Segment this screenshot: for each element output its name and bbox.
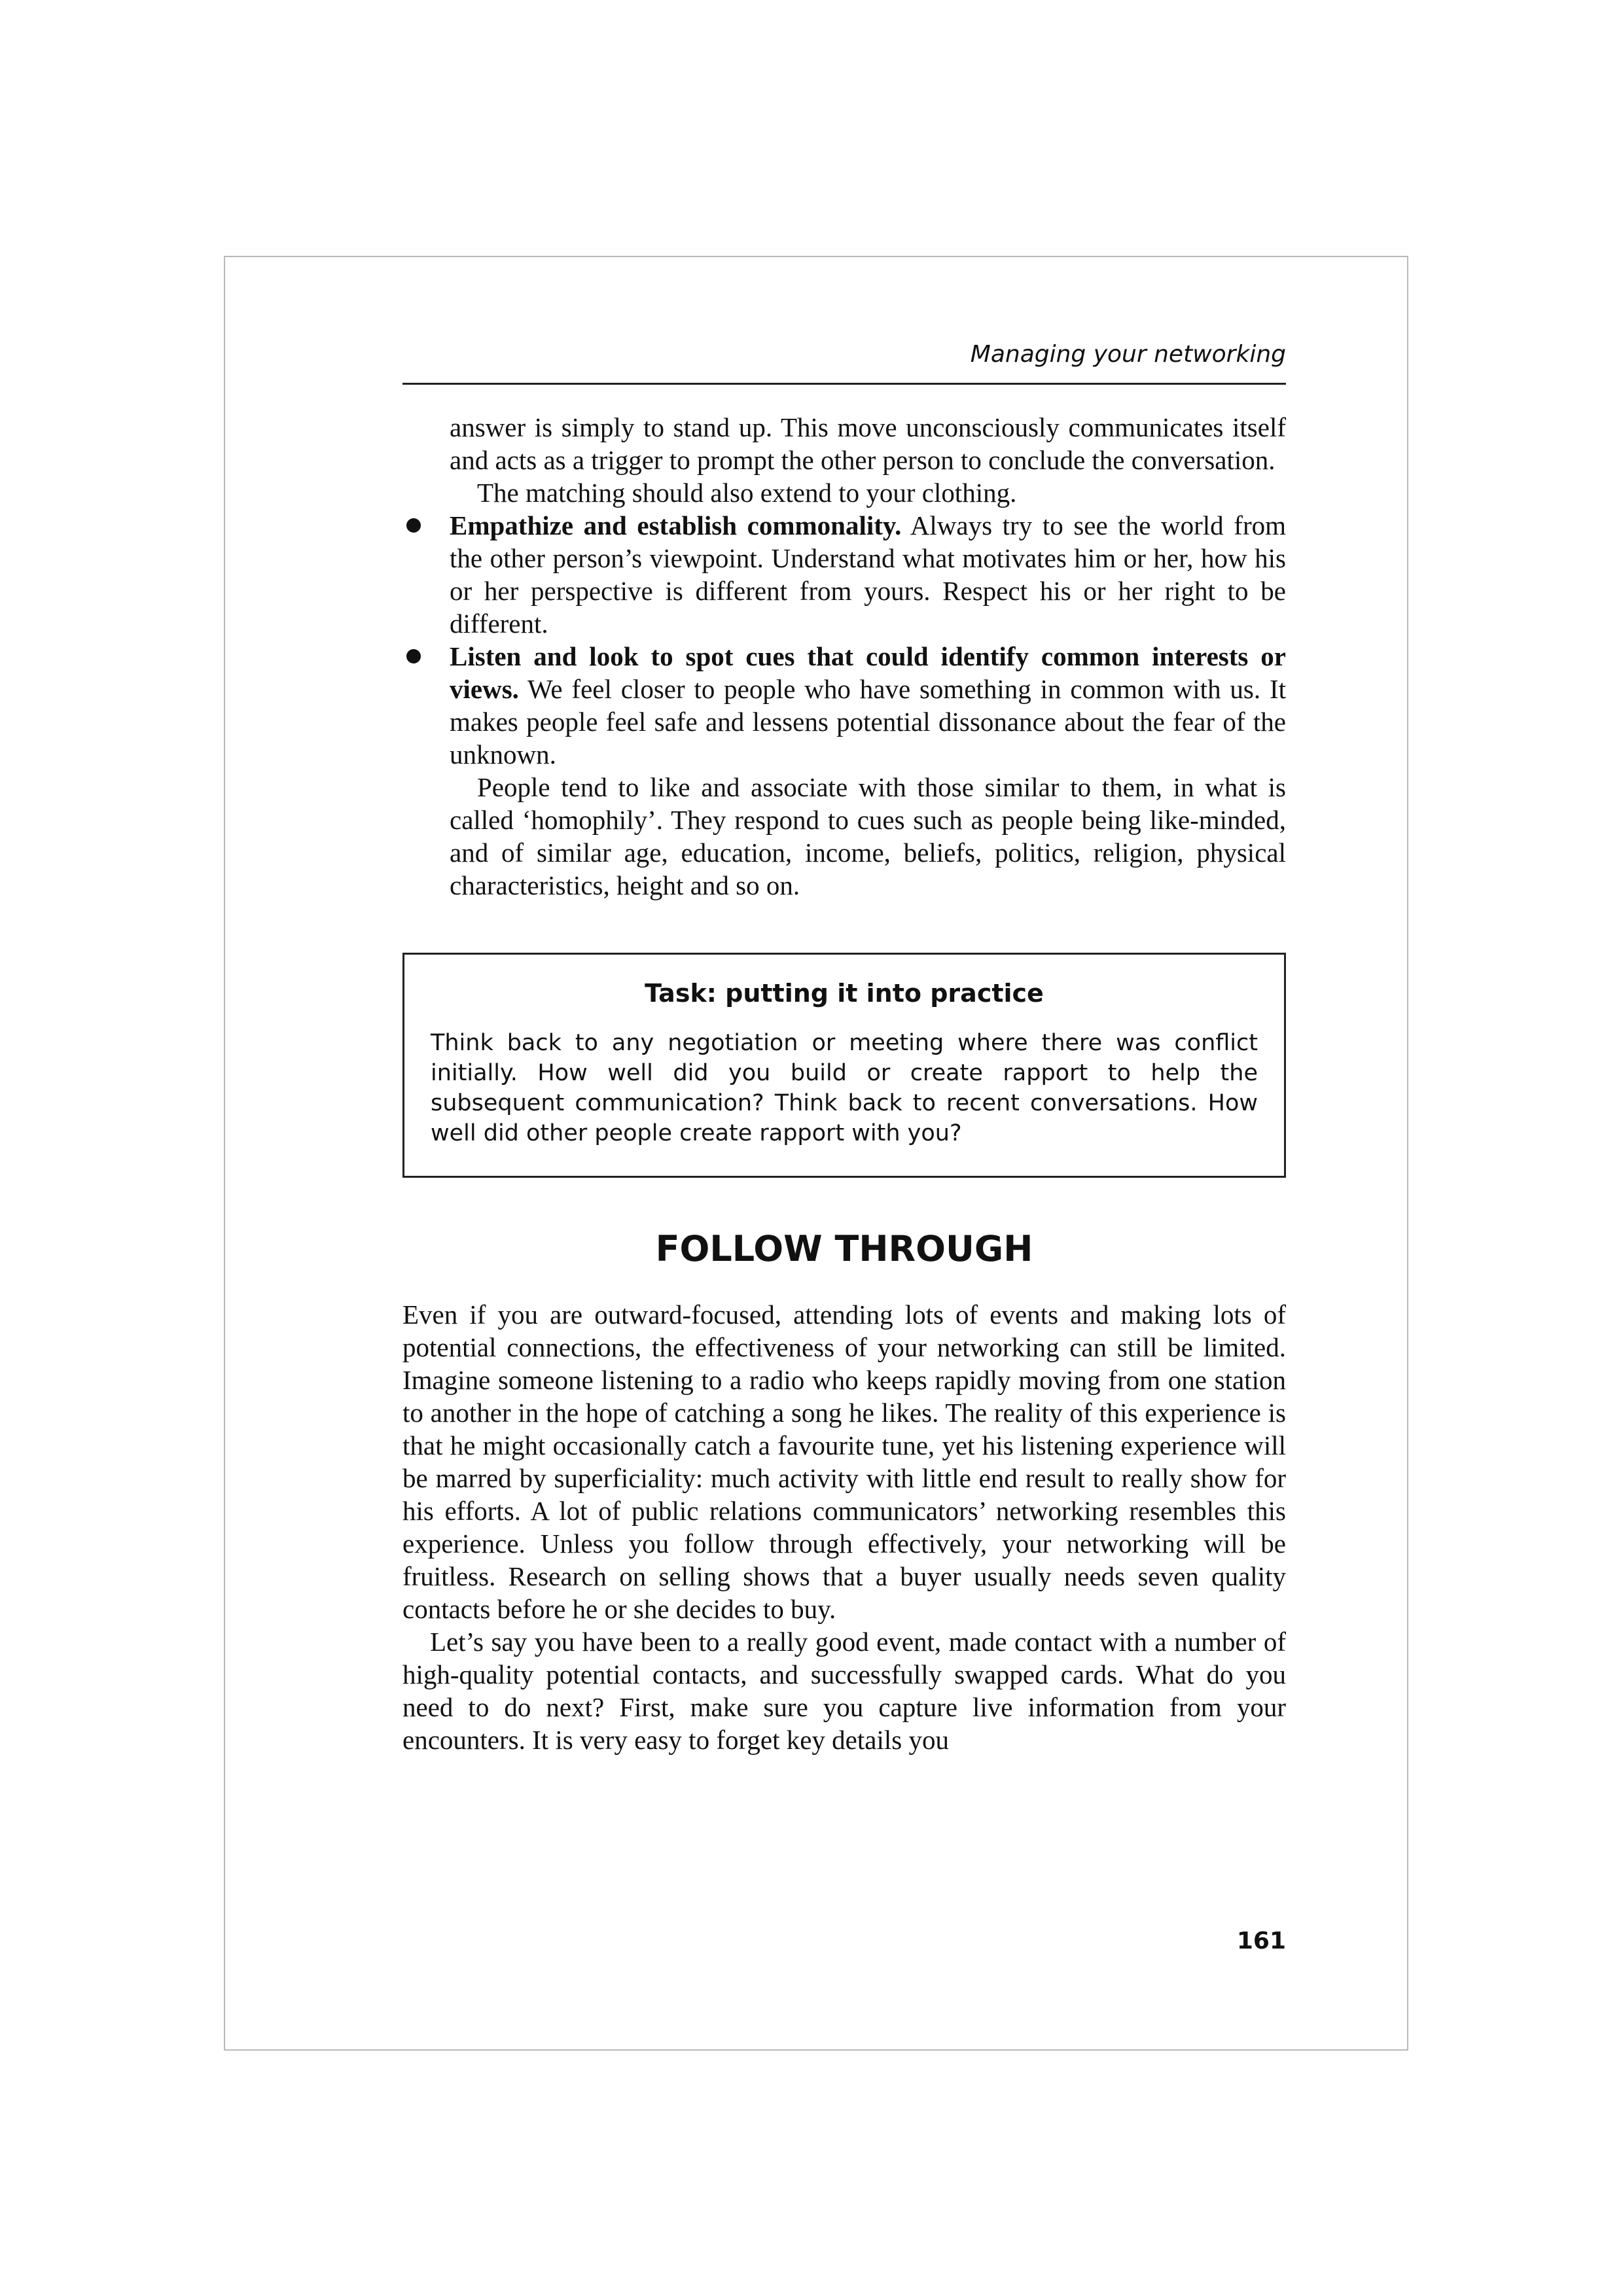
task-box (402, 953, 1286, 1178)
bullet-heading: Empathize and establish commonality. (450, 510, 902, 540)
bullet-item-empathize (450, 509, 1286, 640)
bullet-dot-icon (406, 649, 421, 663)
bullet-text: Always try to see the world from the other person’s viewpoint. Understand what motivates him or her, how his or her perspective is different from yours. Respect his or her right to be different. (450, 510, 1286, 639)
bullet-item-listen (450, 640, 1286, 902)
body-paragraph: Even if you are outward-focused, attending lots of events and making lots of potential connections, the effectiveness of your networking can still be limited. Imagine someone listening to a radio who keeps rapidly moving from one station to another in the hope of catching a song he likes. The reality of this experience is that he might occasionally catch a favourite tune, yet his listening experience will be marred by superficiality: much activity with little end result to really show for his efforts. A lot of public relations communicators’ networking resembles this experience. Unless you follow through effectively, your networking will be fruitless. Research on selling shows that a buyer usually needs seven quality contacts before he or she decides to buy. (402, 1299, 1286, 1624)
homophily-paragraph: People tend to like and associate with those similar to them, in what is called ‘homophily’. They respond to cues such as people being like-minded, and of similar age, education, income, beliefs, politics, religion, physical characteristics, height and so on. (450, 772, 1286, 900)
page-content (402, 340, 1286, 1756)
section-heading: FOLLOW THROUGH (655, 1228, 1033, 1269)
lead-block (402, 411, 1286, 902)
bullet-dot-icon (406, 518, 421, 533)
bullet-paragraph (450, 509, 1286, 640)
page-number: 161 (1236, 1928, 1286, 1954)
bullet-paragraph (450, 640, 1286, 771)
lead-continuation: answer is simply to stand up. This move unconsciously communicates itself and acts as a trigger to prompt the other person to conclude the conversation. (450, 412, 1286, 475)
matching-note: The matching should also extend to your clothing. (477, 478, 1017, 508)
bullet-heading: Listen and look to spot cues that could identify common interests or views. (450, 641, 1286, 704)
bullet-text: We feel closer to people who have something in common with us. It makes people feel safe and lessens potential dissonance about the fear of the unknown. (450, 674, 1286, 769)
task-body: Think back to any negotiation or meeting where there was conflict initially. How well did you build or create rapport to help the subsequent communication? Think back to recent conversations. How well did other people create rapport with you? (431, 1030, 1258, 1146)
task-title: Task: putting it into practice (645, 979, 1044, 1008)
body-paragraph: Let’s say you have been to a really good event, made contact with a number of high-quality potential contacts, and successfully swapped cards. What do you need to do next? First, make sure you capture live information from your encounters. It is very easy to forget key details you (402, 1627, 1286, 1755)
lead-continuation-block (450, 411, 1286, 509)
running-head: Managing your networking (402, 340, 1286, 385)
